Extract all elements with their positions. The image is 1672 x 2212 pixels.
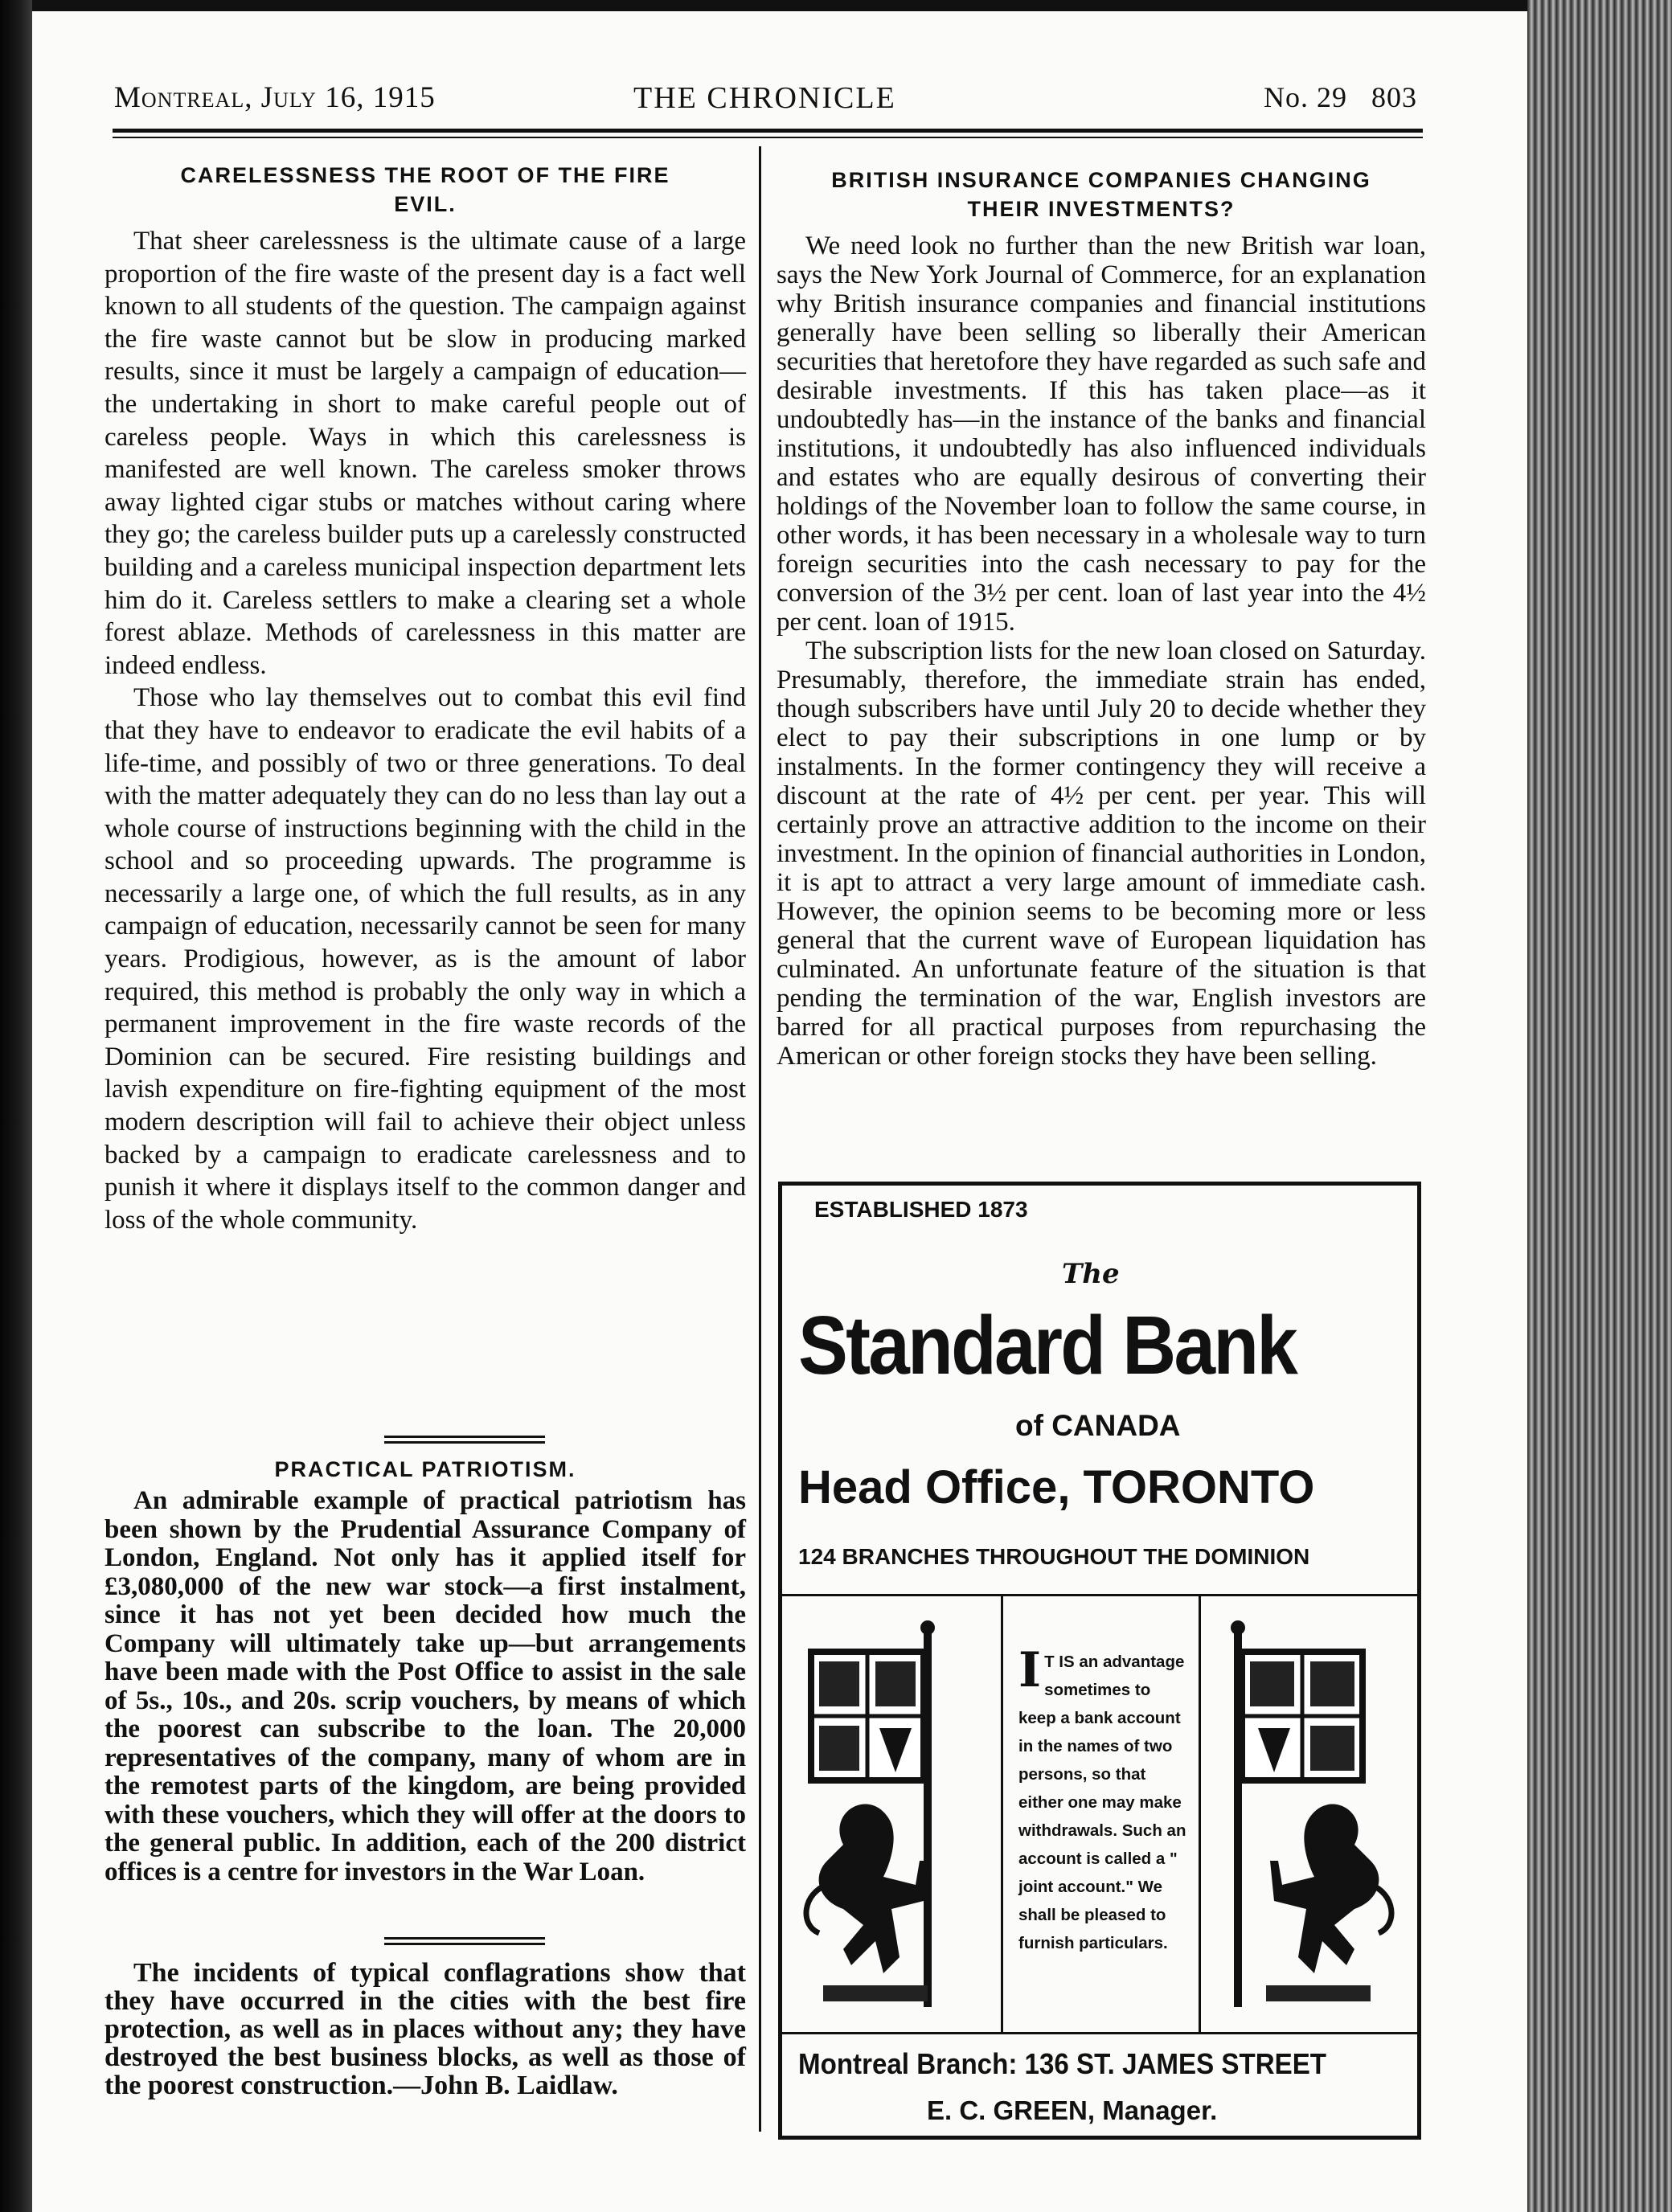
article-title-line: BRITISH INSURANCE COMPANIES CHANGING <box>831 168 1371 192</box>
article-title-line: EVIL. <box>394 192 457 216</box>
panel-text: T IS an advantage sometimes to keep a bank account in the names of two persons, so that either one may make withdrawals. Such an account is called a " joint account." We shall be pleased to furnish particulars. <box>1018 1653 1186 1952</box>
left-column <box>104 161 746 1236</box>
column-divider <box>759 146 761 2132</box>
article-carelessness <box>104 161 746 1236</box>
ad-panel-divider <box>1199 1596 1201 2032</box>
section-divider <box>384 1436 545 1444</box>
coat-of-arms-lion-icon <box>795 1620 988 2022</box>
quote-paragraph: The incidents of typical conflagrations show that they have occurred in the cities with the best fire protection, as well as in places without any; they have destroyed the best business blocks, as well as those of the poorest construction.—John B. Laidlaw. <box>104 1958 746 2100</box>
standard-bank-advertisement <box>778 1182 1421 2140</box>
header-publication-title: THE CHRONICLE <box>633 81 896 115</box>
article-paragraph: An admirable example of practical patriotism has been shown by the Prudential Assurance Company of London, England. Not only has it applied itself for £3,080,000 of the new war stock—a first instalment, since it has not yet been decided how much the Company will ultimately take up—but arrangements have been made with the Post Office to assist in the sale of 5s., 10s., and 20s. scrip vouchers, by means of which the poorest can subscribe to the loan. The 20,000 representatives of the company, many of whom are in the remotest parts of the kingdom, are being provided with these vouchers, which they will offer at the doors to the general public. In addition, each of the 200 district offices is a centre for investors in the War Loan. <box>104 1486 746 1886</box>
article-british-insurance <box>777 166 1426 1071</box>
panel-dropcap: I <box>1018 1642 1042 1698</box>
joint-account-panel <box>1018 1642 1190 1957</box>
coat-of-arms-lion-icon <box>1210 1620 1403 2022</box>
ad-panel-divider <box>1001 1596 1003 2032</box>
article-title-line: CARELESSNESS THE ROOT OF THE FIRE <box>180 163 670 187</box>
ad-inner-rule <box>782 2032 1417 2034</box>
ad-established: ESTABLISHED 1873 <box>814 1197 1028 1222</box>
ad-bank-name: Standard Bank <box>798 1299 1297 1391</box>
section-divider <box>384 1937 545 1945</box>
article-paragraph: The subscription lists for the new loan closed on Saturday. Presumably, therefore, the immediate strain has ended, though subscribers have until July 20 to decide whether they elect to pay their subscriptions in one lump or by instalments. In the former contingency they will receive a discount at the rate of 4½ per cent. per year. This will certainly prove an attractive addition to the income on their investment. In the opinion of financial authorities in London, it is apt to attract a very large amount of immediate cash. However, the opinion seems to be becoming more or less general that the current wave of European liquidation has culminated. An unfortunate feature of the situation is that pending the termination of the war, English investors are barred for all practical purposes from repurchasing the American or other foreign stocks they have been selling. <box>777 637 1426 1071</box>
laidlaw-quote <box>104 1959 746 2099</box>
ad-the: The <box>1062 1258 1120 1290</box>
article-title-line: THEIR INVESTMENTS? <box>967 197 1236 221</box>
article-title <box>104 161 746 219</box>
scan-top-edge <box>0 0 1672 11</box>
article-practical-patriotism <box>104 1455 746 1886</box>
article-paragraph: We need look no further than the new British war loan, says the New York Journal of Commerce, for an explanation why British insurance companies and financial institutions generally have been selling so liberally their American securities that heretofore they have regarded as such safe and desirable investments. If this has taken place—as it undoubtedly has—in the instance of the banks and financial institutions, it undoubtedly has also influenced individuals and estates who are equally desirous of converting their holdings of the November loan to follow the same course, in other words, it has been necessary in a wholesale way to turn foreign securities into the cash necessary to pay for the conversion of the 3½ per cent. loan of last year into the 4½ per cent. loan of 1915. <box>777 231 1426 637</box>
book-page-edges <box>1527 0 1672 2212</box>
ad-of-canada: of CANADA <box>1015 1409 1181 1442</box>
ad-branches: 124 BRANCHES THROUGHOUT THE DOMINION <box>798 1544 1310 1569</box>
article-title <box>777 166 1426 223</box>
ad-branch-address: Montreal Branch: 136 ST. JAMES STREET <box>798 2047 1327 2080</box>
header-issue-page: No. 29 803 <box>1264 81 1417 113</box>
ad-head-office: Head Office, TORONTO <box>798 1461 1315 1514</box>
scan-left-edge <box>0 0 32 2212</box>
ad-manager: E. C. GREEN, Manager. <box>927 2095 1218 2125</box>
ad-inner-rule <box>782 1594 1417 1596</box>
header-rule-bottom <box>113 137 1423 138</box>
article-paragraph: Those who lay themselves out to combat this evil find that they have to endeavor to eradicate the evil habits of a life-time, and possibly of two or three generations. To deal with the matter adequately they can do no less than lay out a whole course of instructions beginning with the child in the school and so proceeding upwards. The programme is necessarily a large one, of which the full results, as in any campaign of education, necessarily cannot be seen for many years. Prodigious, however, as is the amount of labor required, this method is probably the only way in which a permanent improvement in the fire waste records of the Dominion can be secured. Fire resisting buildings and lavish expenditure on fire-fighting equipment of the most modern description will fail to achieve their object unless backed by a campaign to eradicate carelessness and to punish it where it displays itself to the common danger and loss of the whole community. <box>104 683 746 1235</box>
article-paragraph: That sheer carelessness is the ultimate cause of a large proportion of the fire waste of the present day is a fact well known to all students of the question. The campaign against the fire waste cannot but be slow in producing marked results, since it must be largely a campaign of education—the undertaking in short to make careful people out of careless people. Ways in which this carelessness is manifested are well known. The careless smoker throws away lighted cigar stubs or matches without caring where they go; the careless builder puts up a carelessly constructed building and a careless municipal inspection department lets him do it. Careless settlers to make a clearing set a whole forest ablaze. Methods of carelessness in this matter are indeed endless. <box>104 227 746 680</box>
header-rule-top <box>113 129 1423 133</box>
article-title: PRACTICAL PATRIOTISM. <box>274 1457 576 1481</box>
header-dateline: Montreal, July 16, 1915 <box>114 81 436 114</box>
